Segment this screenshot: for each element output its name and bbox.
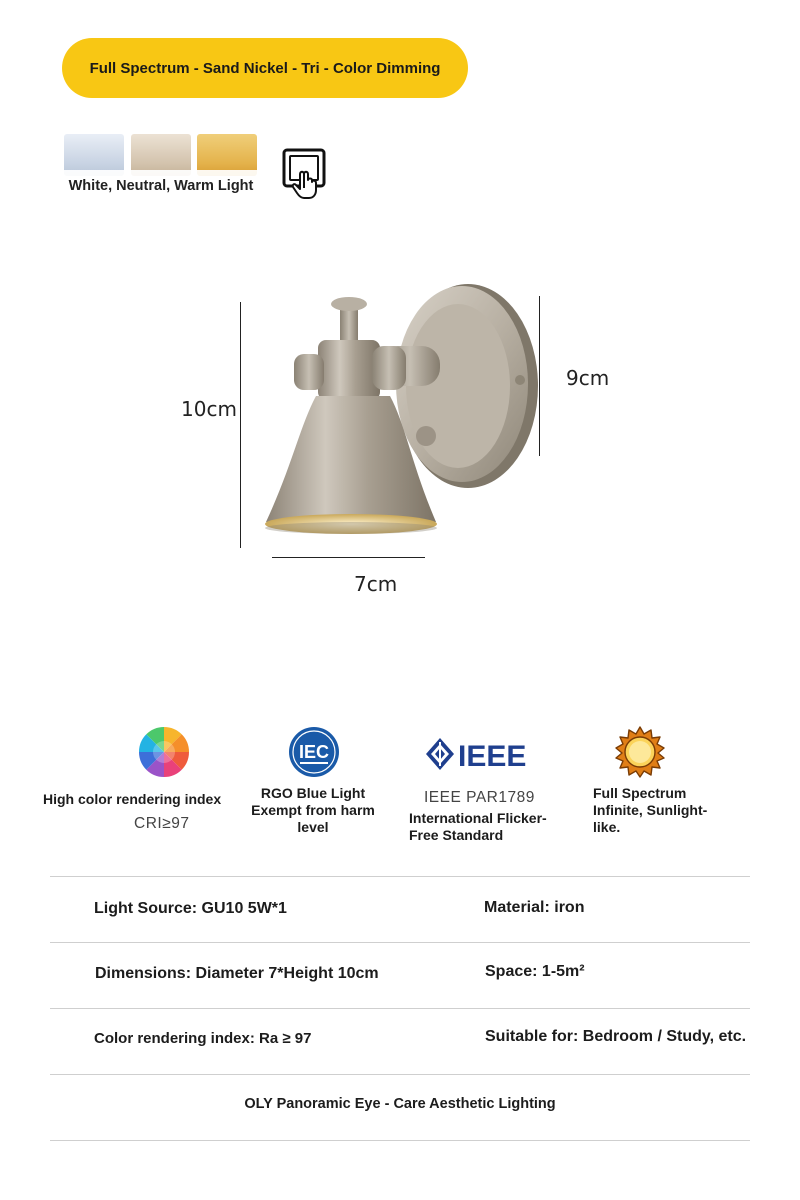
spec-divider: [50, 1074, 750, 1075]
height-dimension-line: [240, 302, 241, 548]
wall-lamp-image: [230, 276, 560, 576]
feature-cri-value: CRI≥97: [134, 815, 190, 832]
spec-material: Material: iron: [484, 899, 585, 916]
width-dimension-line: [272, 557, 425, 558]
brand-tagline: OLY Panoramic Eye - Care Aesthetic Lighting: [244, 1096, 556, 1112]
ieee-logo-text: IEEE: [458, 740, 527, 772]
spec-divider: [50, 942, 750, 943]
feature-spectrum-line-2: Infinite, Sunlight-: [593, 802, 708, 818]
iec-logo-text: IEC: [298, 742, 330, 762]
product-title: Full Spectrum - Sand Nickel - Tri - Color Dimming: [89, 59, 441, 77]
spec-light-source: Light Source: GU10 5W*1: [94, 900, 287, 917]
iec-logo: [288, 726, 340, 778]
ieee-logo: [424, 736, 536, 772]
spec-divider: [50, 876, 750, 877]
feature-spectrum-text: [593, 785, 707, 836]
spec-suitable-for: Suitable for: Bedroom / Study, etc.: [485, 1028, 747, 1045]
feature-spectrum-line-3: like.: [593, 819, 621, 835]
feature-spectrum-line-1: Full Spectrum: [593, 785, 687, 801]
touch-switch-icon: [282, 148, 328, 200]
spec-divider: [50, 1008, 750, 1009]
feature-iec-line-2: Exempt from harm: [251, 802, 375, 818]
feature-iec-line-3: level: [297, 819, 329, 835]
light-options-label: White, Neutral, Warm Light: [64, 170, 258, 202]
feature-ieee-standard: IEEE PAR1789: [424, 789, 535, 806]
feature-iec-line-1: RGO Blue Light: [260, 785, 366, 801]
base-dimension-line: [539, 296, 540, 456]
light-color-swatches: [64, 134, 258, 202]
product-title-pill: [62, 38, 468, 98]
spec-cri: Color rendering index: Ra ≥ 97: [94, 1030, 312, 1047]
width-dimension-label: 7cm: [354, 572, 398, 596]
spec-divider: [50, 1140, 750, 1141]
color-wheel-icon: [138, 726, 190, 778]
feature-ieee-line-2: Free Standard: [409, 827, 504, 843]
sun-icon: [614, 726, 666, 778]
feature-cri-title: High color rendering index: [43, 791, 222, 807]
feature-iec-text: [240, 785, 386, 836]
spec-space: Space: 1-5m²: [485, 963, 585, 980]
height-dimension-label: 10cm: [181, 397, 237, 421]
feature-ieee-line-1: International Flicker-: [409, 810, 547, 826]
base-dimension-label: 9cm: [566, 366, 610, 390]
feature-ieee-text: [409, 810, 547, 844]
spec-dimensions: Dimensions: Diameter 7*Height 10cm: [95, 965, 379, 982]
